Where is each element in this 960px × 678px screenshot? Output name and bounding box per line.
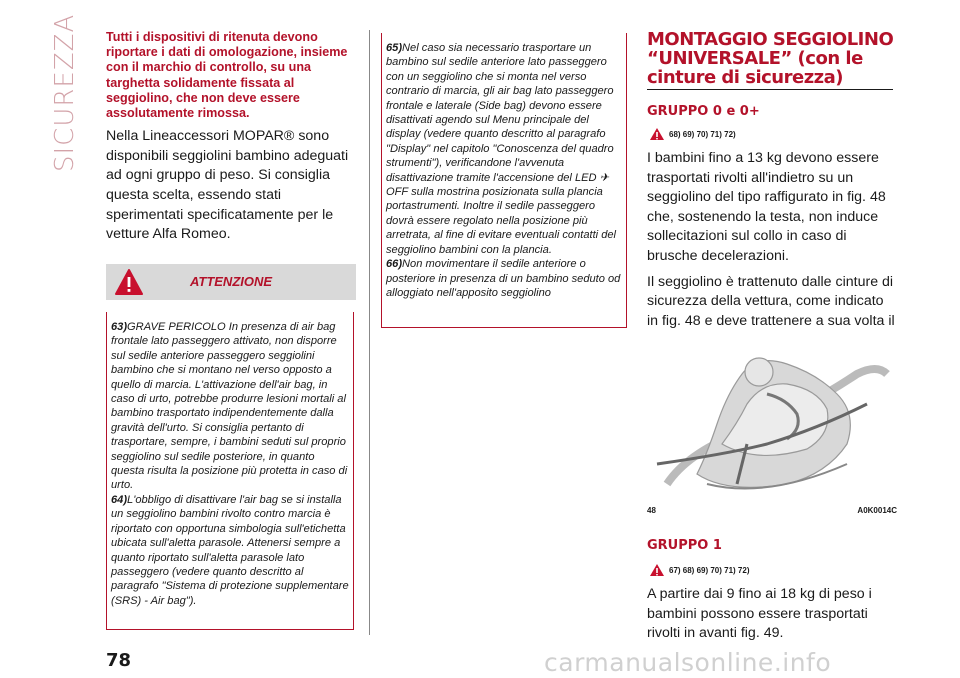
note-64-text: L'obbligo di disattivare l'air bag se si installa un seggiolino bambini rivolto contro marcia è riportato con opportuna simbologia sull'etichetta ubicata sull'aletta parasole. Attenersi sempre a quanto riportato sull'aletta parasole lato passeggero (vedere quanto descritto al paragrafo "Sistema di protezione supplementare (SRS) - Air bag"). (111, 493, 349, 607)
section-heading: MONTAGGIO SEGGIOLINO “UNIVERSALE” (con le cinture di sicurezza) (647, 29, 894, 88)
note-64 (111, 493, 350, 608)
warning-small-icon (649, 563, 665, 577)
warning-body (106, 312, 354, 630)
column-1 (106, 30, 356, 245)
column-3 (647, 30, 897, 351)
note-64-number: 64) (111, 493, 128, 506)
figure-code: A0K0014C (857, 506, 897, 515)
group-1-refs (649, 563, 897, 577)
section-side-label: SICUREZZA (50, 13, 80, 172)
note-63-text: GRAVE PERICOLO In presenza di air bag frontale lato passeggero attivato, non disporre sul sedile anteriore passeggero seggiolini bambino che si montano nel verso opposto a quello di marcia. L'attivazione dell'air bag, in caso di urto, potrebbe produrre lesioni mortali al bambino trasportato indipendentemente dalla gravità dell'urto. Si consiglia pertanto di trasportare, sempre, i bambini seduti sul proprio seggiolino sul sedile posteriore, in quanto questa risulta la posizione più protetta in caso di urto. (111, 321, 348, 492)
warning-header (106, 264, 356, 300)
warning-title: ATTENZIONE (189, 274, 273, 289)
figure-number: 48 (647, 506, 656, 515)
note-65 (386, 41, 622, 257)
note-63 (111, 320, 350, 493)
watermark: carmanualsonline.info (544, 648, 832, 677)
note-66-text: Non movimentare il sedile anteriore o posteriore in presenza di un bambino seduto od alloggiato nell'apposito seggiolino (386, 258, 621, 299)
mopar-paragraph: Nella Lineaccessori MOPAR® sono disponibili seggiolini bambino adeguati ad ogni gruppo di peso. Si consiglia questa scelta, essendo stati sperimentati specificatamente per le vetture Alfa Romeo. (106, 128, 349, 243)
note-66-number: 66) (386, 258, 403, 271)
group-1-title: GRUPPO 1 (647, 538, 722, 553)
group-0-refs (649, 127, 897, 141)
airbag-led-icon: ✈ (599, 171, 609, 184)
note-65-text-a: Nel caso sia necessario trasportare un bambino sul sedile anteriore lato passeggero con un seggiolino che si monta nel verso contrario di marcia, gli air bag lato passeggero frontale e laterale (Side bag) devono essere disattivati agendo sul Menu principale del display (vedere quanto descritto al paragrafo "Display" nel capitolo "Conoscenza del quadro strumenti"), verificandone l'avvenuta disattivazione tramite l'accensione del LED (386, 42, 614, 184)
group-1-section (647, 538, 897, 644)
figure-caption (647, 506, 897, 515)
group-1-paragraph: A partire dai 9 fino ai 18 kg di peso i bambini possono essere trasportati rivolti in avanti fig. 49. (647, 586, 872, 642)
group-0-title: GRUPPO 0 e 0+ (647, 104, 760, 119)
note-65-number: 65) (386, 42, 403, 54)
column-divider-1 (369, 30, 370, 635)
child-seat-figure (647, 334, 897, 504)
warning-continuation-box (381, 33, 627, 328)
group-0-refs-text: 68) 69) 70) 71) 72) (669, 129, 736, 139)
note-63-number: 63) (111, 321, 128, 333)
warning-small-icon (649, 127, 665, 141)
note-66 (386, 257, 622, 300)
homologation-intro: Tutti i dispositivi di ritenuta devono riportare i dati di omologazione, insieme con il marchio di controllo, su una targhetta solidamente fissata al seggiolino, che non deve essere assolutamente rimossa. (106, 30, 348, 121)
note-65-text-b: OFF sulla mostrina posizionata sulla plancia portastrumenti. Inoltre il sedile passeggero dovrà essere regolato nella posizione più arretrata, al fine di evitare eventuali contatti del seggiolino bambini con la plancia. (386, 186, 617, 256)
heading-rule (647, 89, 893, 90)
group-0-paragraph-1: I bambini fino a 13 kg devono essere trasportati rivolti all'indietro su un seggiolino del tipo raffigurato in fig. 48 che, sostenendo la testa, non induce sollecitazioni sul collo in caso di brusche decelerazioni. (647, 150, 886, 264)
page-number: 78 (106, 650, 132, 671)
warning-box (106, 264, 356, 630)
group-1-refs-text: 67) 68) 69) 70) 71) 72) (669, 565, 750, 575)
group-0-paragraph-2: Il seggiolino è trattenuto dalle cinture di sicurezza della vettura, come indicato in fig. 48 e deve trattenere a sua volta il (647, 273, 895, 329)
